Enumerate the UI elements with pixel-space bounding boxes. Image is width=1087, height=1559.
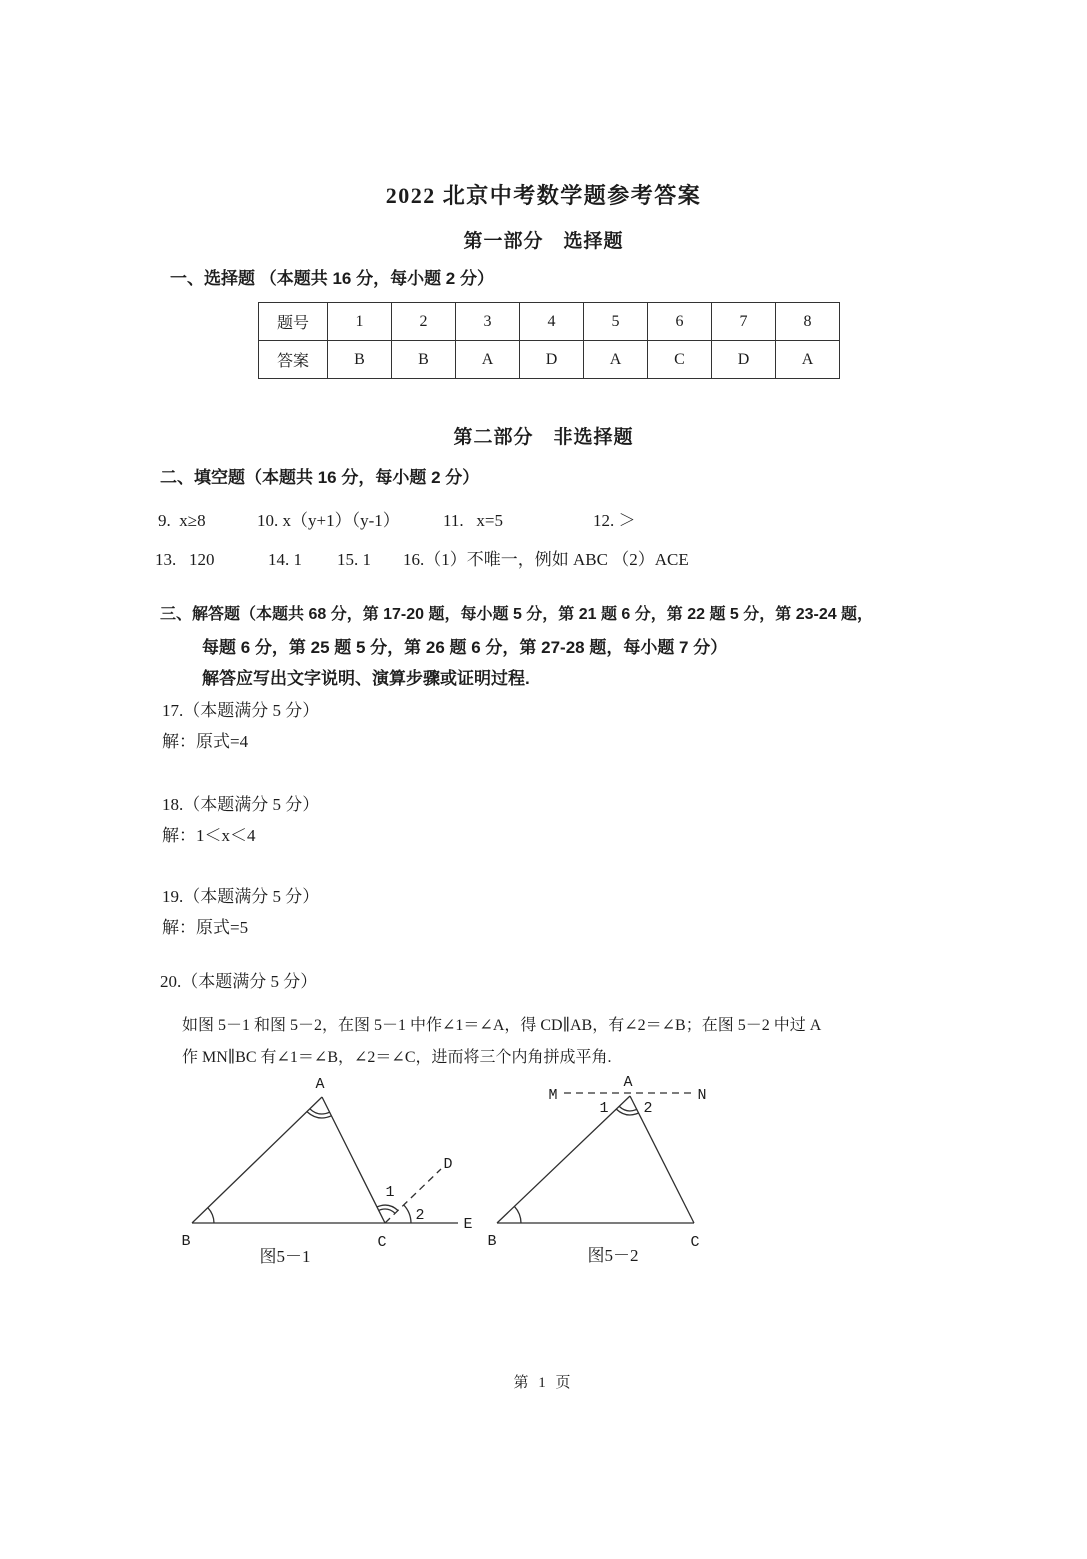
table-cell: A [584,341,648,379]
table-cell: D [520,341,584,379]
part1-heading: 第一部分 选择题 [463,231,624,252]
point-label-E: E [463,1216,473,1233]
figure-5-1-svg [160,1072,490,1272]
angle-arc-B [514,1206,521,1223]
vertex-label-B: B [181,1233,191,1250]
table-cell: D [712,341,776,379]
angle1-arc-inner [379,1209,395,1213]
q18-solution: 解：1＜x＜4 [162,826,256,845]
blank-answer-16: 16.（1）不唯一，例如 ABC （2）ACE [403,550,689,569]
side-AC [630,1096,694,1223]
figure-caption: 图5－2 [587,1246,639,1265]
q17-solution: 解：原式=4 [162,732,249,751]
section3-label-line3: 解答应写出文字说明、演算步骤或证明过程. [202,669,530,688]
point-label-M: M [548,1087,558,1104]
table-cell: A [456,341,520,379]
q20-body-line2: 作 MN∥BC 有∠1＝∠B，∠2＝∠C，进而将三个内角拼成平角. [182,1049,612,1066]
table-cell: A [776,341,840,379]
angle-label-2: 2 [643,1100,653,1117]
angle-arc-B [208,1208,214,1223]
table-cell: 5 [584,303,648,341]
table-cell: 1 [328,303,392,341]
point-label-N: N [697,1087,707,1104]
blank-answer-13: 13. 120 [155,550,215,569]
table-cell: 4 [520,303,584,341]
page-title: 2022 北京中考数学题参考答案 [385,183,702,208]
q18-header: 18.（本题满分 5 分） [162,795,320,814]
table-row-answers [259,341,840,379]
figure-5-2 [480,1072,810,1272]
table-cell: B [328,341,392,379]
angle2-arc [404,1205,411,1223]
table-cell: 2 [392,303,456,341]
point-label-D: D [443,1156,453,1173]
vertex-label-A: A [315,1076,325,1093]
table-row-numbers [259,303,840,341]
section3-label-line2: 每题 6 分，第 25 题 5 分，第 26 题 6 分，第 27-28 题，每小题 7 分） [202,638,728,657]
angle-label-2: 2 [415,1207,425,1224]
figure-caption: 图5－1 [259,1247,311,1266]
q20-body-line1: 如图 5－1 和图 5－2，在图 5－1 中作∠1＝∠A，得 CD∥AB，有∠2＝∠B；在图 5－2 中过 A [182,1017,822,1034]
table-cell: 7 [712,303,776,341]
angle-arc-A-inner [619,1106,637,1111]
blank-answer-9: 9. x≥8 [158,511,206,530]
angle-label-1: 1 [599,1100,609,1117]
part2-heading: 第二部分 非选择题 [453,427,634,448]
side-AB [497,1096,630,1223]
figure-5-1 [160,1072,490,1272]
blank-answer-14: 14. 1 [268,550,302,569]
vertex-label-C: C [690,1234,700,1251]
table-cell: 3 [456,303,520,341]
section1-label: 一、选择题 （本题共 16 分，每小题 2 分） [170,269,494,288]
section3-label-line1: 三、解答题（本题共 68 分，第 17-20 题，每小题 5 分，第 21 题 6 分，第 22 题 5 分，第 23-24 题， [160,606,874,623]
q19-solution: 解：原式=5 [162,918,249,937]
q19-header: 19.（本题满分 5 分） [162,887,320,906]
angle-arc-A-inner [310,1109,330,1114]
blank-answer-11: 11. x=5 [443,511,503,530]
table-cell: 6 [648,303,712,341]
table-cell: C [648,341,712,379]
vertex-label-C: C [377,1234,387,1251]
side-AB [192,1097,322,1223]
table-header-cell: 题号 [259,303,328,341]
section2-label: 二、填空题（本题共 16 分，每小题 2 分） [160,468,480,487]
table-cell: 8 [776,303,840,341]
mc-answer-table [258,302,840,379]
blank-answer-15: 15. 1 [337,550,371,569]
table-header-cell: 答案 [259,341,328,379]
vertex-label-A: A [623,1074,633,1091]
page-number: 第 1 页 [513,1375,574,1391]
q20-header: 20.（本题满分 5 分） [160,972,318,991]
blank-answer-12: 12. ＞ [593,511,636,530]
angle-label-1: 1 [385,1184,395,1201]
table-cell: B [392,341,456,379]
figure-5-2-svg [480,1072,810,1272]
side-AC [322,1097,385,1223]
vertex-label-B: B [487,1233,497,1250]
blank-answer-10: 10. x（y+1）（y-1） [257,511,400,530]
q17-header: 17.（本题满分 5 分） [162,701,320,720]
